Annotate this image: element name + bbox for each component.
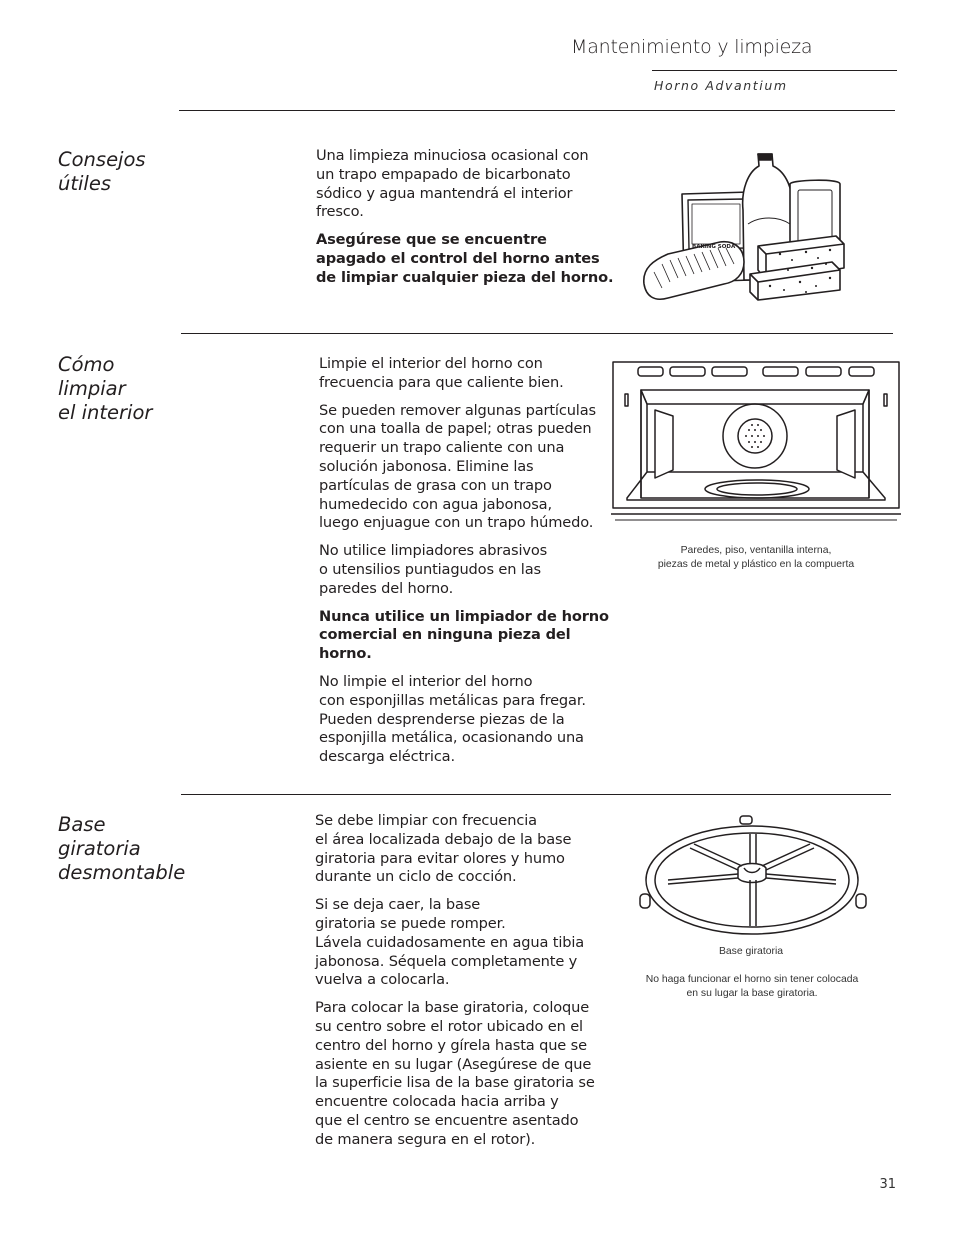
section-title-tips	[58, 148, 146, 196]
section-title-turntable	[58, 813, 185, 885]
paragraph: Una limpieza minuciosa ocasional con un trapo empapado de bicarbonato sódico y agua mantendrá el interior fresco.	[316, 147, 589, 221]
section-title-clean-interior	[58, 353, 152, 425]
tips-body	[316, 147, 616, 297]
warning-paragraph: Asegúrese que se encuentre apagado el control del horno antes de limpiar cualquier pieza del horno.	[316, 231, 614, 286]
warning-paragraph: Nunca utilice un limpiador de horno comercial en ninguna pieza del horno.	[319, 607, 609, 663]
turntable-caption: Base giratoria	[718, 946, 784, 957]
header-title: Mantenimiento y limpieza	[571, 36, 813, 58]
section-title-line: útiles	[58, 172, 111, 195]
section-title-line: Consejos	[58, 148, 146, 171]
section-title-line: Base	[58, 813, 106, 836]
paragraph: Se pueden remover algunas partículas con una toalla de papel; otras pueden requerir un trapo caliente con una solución jabonosa. Elimine las partículas de grasa con un trapo humedecido con agua jabonosa, luego enjuague con un trapo húmedo.	[319, 401, 596, 532]
paragraph: No utilice limpiadores abrasivos o utensilios puntiagudos en las paredes del horno.	[319, 542, 548, 597]
baking-soda-label: BAKING SODA	[692, 244, 736, 250]
section-title-line: giratoria	[58, 837, 141, 860]
section-divider	[181, 333, 893, 334]
section-title-line: el interior	[58, 401, 153, 424]
turntable-illustration	[638, 814, 868, 944]
cleaning-supplies-illustration	[640, 150, 880, 310]
turntable-note: No haga funcionar el horno sin tener colocada en su lugar la base giratoria.	[645, 974, 859, 999]
header-subtitle: Horno Advantium	[654, 78, 788, 93]
header-main-rule	[179, 110, 895, 111]
page-number: 31	[879, 1177, 896, 1192]
section-title-line: limpiar	[58, 377, 126, 400]
paragraph: Se debe limpiar con frecuencia el área localizada debajo de la base giratoria para evitar olores y humo durante un ciclo de cocción.	[315, 812, 572, 886]
section-title-line: desmontable	[58, 861, 186, 884]
section-divider	[181, 794, 891, 795]
oven-interior-illustration	[611, 360, 903, 540]
paragraph: Si se deja caer, la base giratoria se puede romper. Lávela cuidadosamente en agua tibia jabonosa. Séquela completamente y vuelva a colocarla.	[315, 896, 585, 989]
paragraph: Limpie el interior del horno con frecuencia para que caliente bien.	[319, 355, 564, 391]
paragraph: Para colocar la base giratoria, coloque su centro sobre el rotor ubicado en el centro del horno y gírela hasta que se asiente en su lugar (Asegúrese de que la superficie lisa de la base giratoria se encuentre colocada hacia arriba y que el centro se encuentre asentado de manera segura en el rotor).	[315, 999, 595, 1148]
oven-interior-caption: Paredes, piso, ventanilla interna, piezas de metal y plástico en la compuerta	[657, 545, 855, 570]
paragraph: No limpie el interior del horno con esponjillas metálicas para fregar. Pueden desprenderse piezas de la esponjilla metálica, ocasionando una descarga eléctrica.	[319, 672, 586, 766]
header-short-rule	[652, 70, 897, 71]
clean-interior-body	[319, 355, 619, 776]
turntable-body	[315, 812, 615, 1159]
section-title-line: Cómo	[58, 353, 115, 376]
